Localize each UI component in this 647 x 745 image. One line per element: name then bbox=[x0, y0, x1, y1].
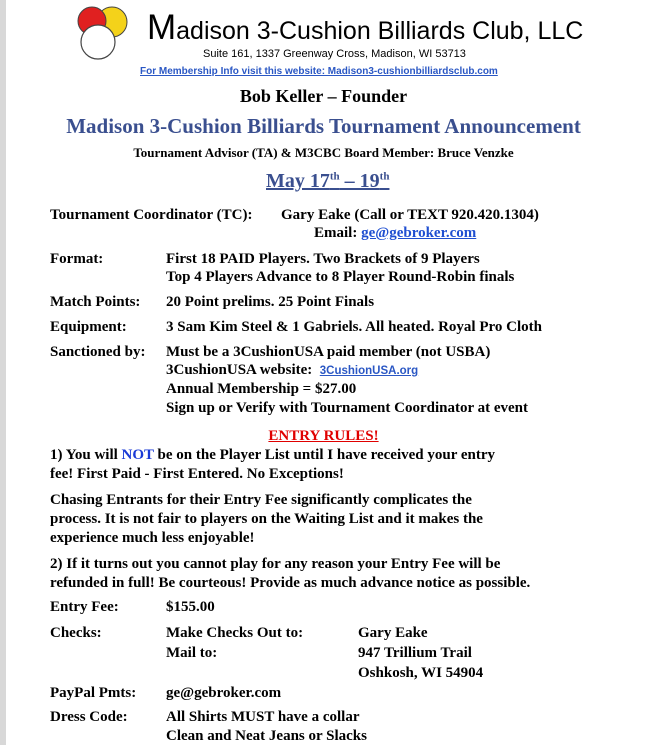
sanctioned-line-3: Annual Membership = $27.00 bbox=[166, 381, 357, 397]
club-name: Madison 3-Cushion Billiards Club, LLC bbox=[147, 8, 584, 47]
billiard-balls-logo bbox=[68, 6, 138, 62]
paypal-label: PayPal Pmts: bbox=[50, 685, 137, 701]
rule-1-line-2: fee! First Paid - First Entered. No Exceptions! bbox=[50, 466, 344, 482]
sanctioned-line-1: Must be a 3CushionUSA paid member (not USBA) bbox=[166, 344, 491, 360]
format-line-2: Top 4 Players Advance to 8 Player Round-Robin finals bbox=[166, 269, 515, 285]
3cushionusa-link[interactable]: 3CushionUSA.org bbox=[319, 365, 419, 377]
announcement-title: Madison 3-Cushion Billiards Tournament Announcement bbox=[66, 114, 581, 138]
chasing-line-1: Chasing Entrants for their Entry Fee significantly complicates the bbox=[50, 492, 472, 508]
match-points-value: 20 Point prelims. 25 Point Finals bbox=[166, 294, 375, 310]
chasing-line-2: process. It is not fair to players on the Waiting List and it makes the bbox=[50, 511, 483, 527]
entry-rules-title: ENTRY RULES! bbox=[268, 428, 379, 444]
rule-1-not: NOT bbox=[121, 447, 154, 463]
rule-1-line-1: 1) You will NOT be on the Player List until I have received your entry bbox=[50, 447, 496, 463]
entry-fee-value: $155.00 bbox=[166, 599, 215, 615]
rule-2-line-1: 2) If it turns out you cannot play for any reason your Entry Fee will be bbox=[50, 556, 501, 572]
equipment-value: 3 Sam Kim Steel & 1 Gabriels. All heated. Royal Pro Cloth bbox=[166, 319, 542, 335]
white-ball bbox=[81, 25, 115, 59]
match-points-label: Match Points: bbox=[50, 294, 141, 310]
entry-fee-label: Entry Fee: bbox=[50, 599, 119, 615]
club-address: Suite 161, 1337 Greenway Cross, Madison, WI 53713 bbox=[203, 48, 466, 60]
coordinator-value: Gary Eake (Call or TEXT 920.420.1304) bbox=[281, 207, 539, 223]
format-label: Format: bbox=[50, 251, 104, 267]
dress-code-label: Dress Code: bbox=[50, 709, 128, 725]
mail-address-line-1: 947 Trillium Trail bbox=[358, 645, 472, 661]
mail-to-label: Mail to: bbox=[166, 645, 218, 661]
dress-code-line-1: All Shirts MUST have a collar bbox=[166, 709, 360, 725]
sanctioned-website-line: 3CushionUSA website: 3CushionUSA.org bbox=[166, 362, 419, 378]
membership-link[interactable]: For Membership Info visit this website: Madison3-cushionbilliardsclub.com bbox=[140, 66, 498, 77]
make-checks-label: Make Checks Out to: bbox=[166, 625, 304, 641]
chasing-line-3: experience much less enjoyable! bbox=[50, 530, 255, 546]
paypal-value: ge@gebroker.com bbox=[166, 685, 282, 701]
sanctioned-line-4: Sign up or Verify with Tournament Coordinator at event bbox=[166, 400, 528, 416]
page-edge bbox=[0, 0, 6, 745]
equipment-label: Equipment: bbox=[50, 319, 127, 335]
checks-label: Checks: bbox=[50, 625, 102, 641]
make-checks-value: Gary Eake bbox=[358, 625, 428, 641]
rule-2-line-2: refunded in full! Be courteous! Provide as much advance notice as possible. bbox=[50, 575, 531, 591]
tournament-dates: May 17th – 19th bbox=[266, 170, 390, 192]
sanctioned-label: Sanctioned by: bbox=[50, 344, 146, 360]
mail-address-line-2: Oshkosh, WI 54904 bbox=[358, 665, 484, 681]
dress-code-line-2: Clean and Neat Jeans or Slacks bbox=[166, 728, 367, 744]
format-line-1: First 18 PAID Players. Two Brackets of 9 Players bbox=[166, 251, 480, 267]
coordinator-label: Tournament Coordinator (TC): bbox=[50, 207, 253, 223]
tournament-advisor: Tournament Advisor (TA) & M3CBC Board Member: Bruce Venzke bbox=[133, 145, 514, 160]
coordinator-email-line: Email: ge@gebroker.com bbox=[314, 225, 477, 241]
founder-line: Bob Keller – Founder bbox=[239, 86, 408, 106]
coordinator-email-link[interactable]: ge@gebroker.com bbox=[361, 225, 477, 241]
